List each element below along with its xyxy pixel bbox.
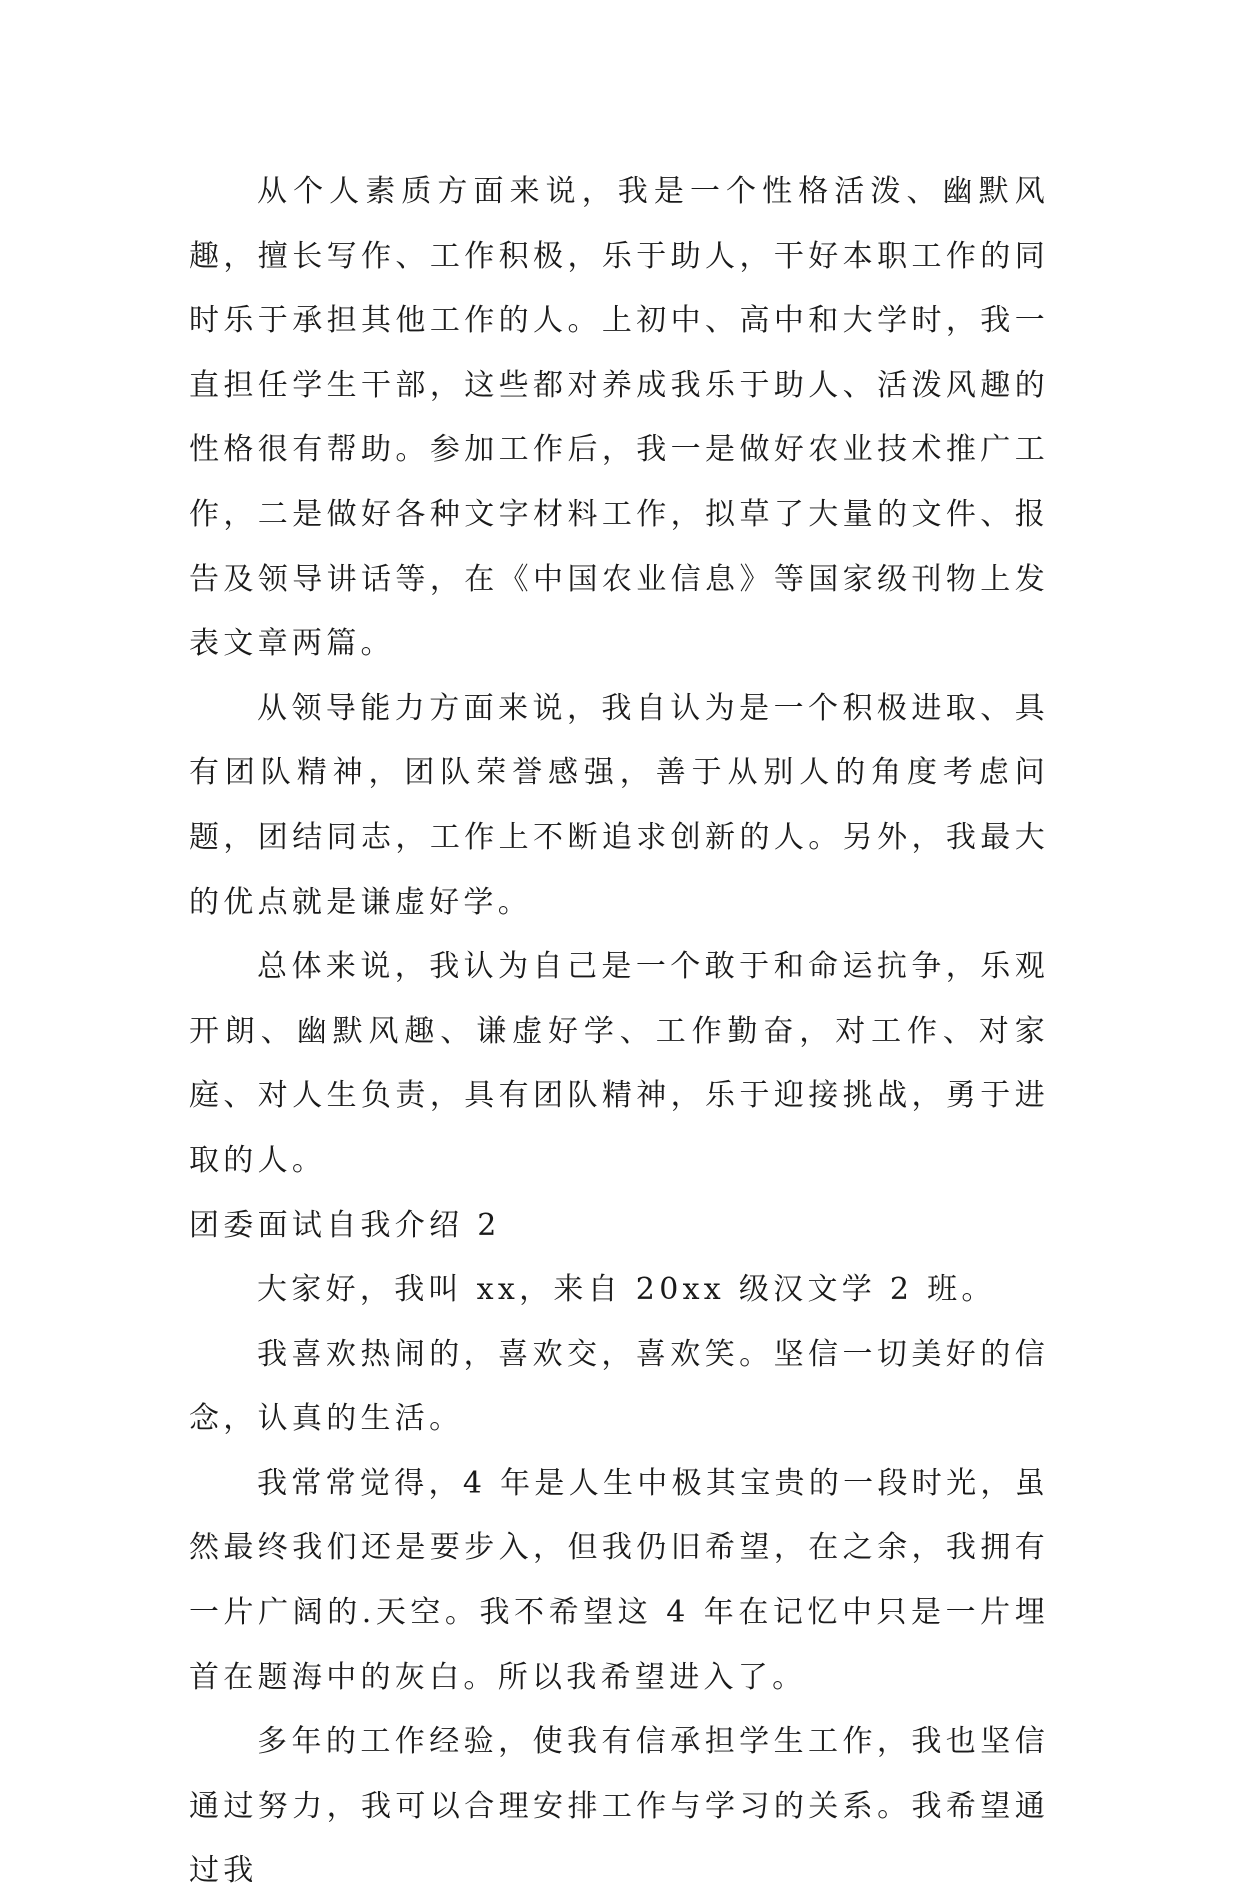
- paragraph-summary: 总体来说，我认为自己是一个敢于和命运抗争，乐观开朗、幽默风趣、谦虚好学、工作勤奋，对工作、对家庭、对人生负责，具有团队精神，乐于迎接挑战，勇于进取的人。: [189, 949, 1049, 1178]
- paragraph-greeting: 大家好，我叫 xx，来自 20xx 级汉文学 2 班。: [257, 1272, 996, 1308]
- paragraph-experience: 多年的工作经验，使我有信承担学生工作，我也坚信通过努力，我可以合理安排工作与学习的关系。我希望通过我: [189, 1724, 1049, 1889]
- paragraph-leadership: 从领导能力方面来说，我自认为是一个积极进取、具有团队精神，团队荣誉感强，善于从别人的角度考虑问题，团结同志，工作上不断追求创新的人。另外，我最大的优点就是谦虚好学。: [189, 690, 1049, 920]
- paragraph-personal-quality: 从个人素质方面来说，我是一个性格活泼、幽默风趣，擅长写作、工作积极，乐于助人，干好本职工作的同时乐于承担其他工作的人。上初中、高中和大学时，我一直担任学生干部，这些都对养成我乐于助人、活泼风趣的性格很有帮助。参加工作后，我一是做好农业技术推广工作，二是做好各种文字材料工作，拟草了大量的文件、报告及领导讲话等，在《中国农业信息》等国家级刊物上发表文章两篇。: [189, 174, 1049, 662]
- document-body: [189, 160, 1049, 1904]
- paragraph-hobbies: 我喜欢热闹的，喜欢交，喜欢笑。坚信一切美好的信念，认真的生活。: [189, 1336, 1049, 1437]
- paragraph-four-years: 我常常觉得，4 年是人生中极其宝贵的一段时光，虽然最终我们还是要步入，但我仍旧希望，在之余，我拥有一片广阔的.天空。我不希望这 4 年在记忆中只是一片埋首在题海中的灰白。所以我希望进入了。: [189, 1465, 1049, 1695]
- section-heading: 团委面试自我介绍 2: [189, 1207, 501, 1243]
